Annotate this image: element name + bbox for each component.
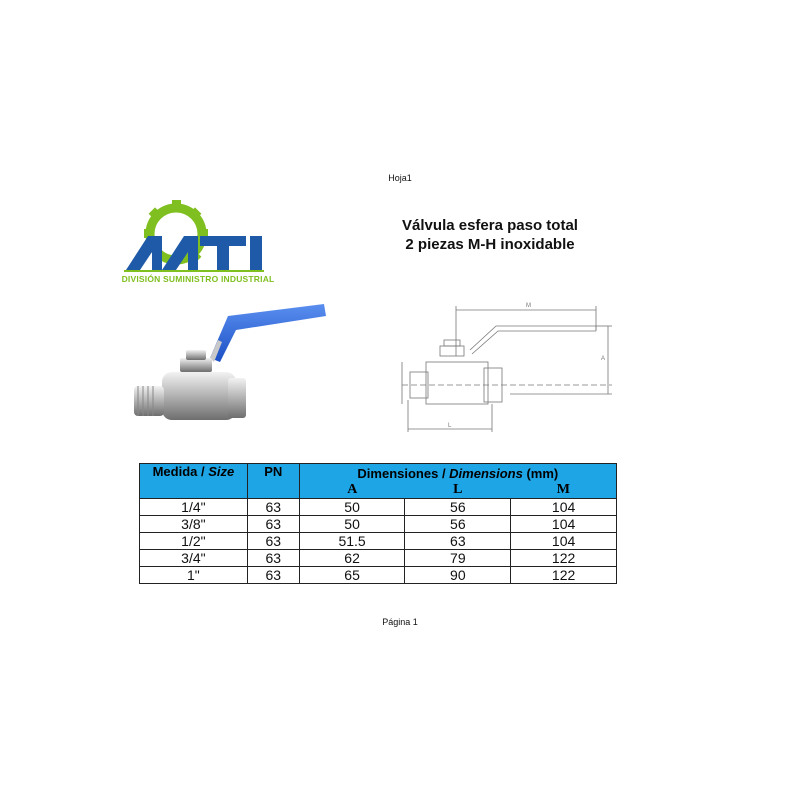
cell-m: 104 — [511, 533, 617, 550]
dim-label-l: L — [448, 423, 452, 429]
cell-pn: 63 — [247, 567, 299, 584]
col-header-dimensions: Dimensiones / Dimensions (mm) — [299, 464, 616, 483]
cell-l: 63 — [405, 533, 511, 550]
table-row — [140, 567, 617, 584]
cell-m: 104 — [511, 499, 617, 516]
title-line-2: 2 piezas M-H inoxidable — [405, 236, 575, 253]
table-row — [140, 550, 617, 567]
col-header-a: A — [299, 482, 405, 499]
col-header-l: L — [405, 482, 511, 499]
cell-a: 51.5 — [299, 533, 405, 550]
cell-pn: 63 — [247, 533, 299, 550]
product-title — [370, 216, 610, 254]
col-header-pn: PN — [247, 464, 299, 499]
table-row — [140, 516, 617, 533]
cell-m: 122 — [511, 567, 617, 584]
page-footer: Página 1 — [382, 617, 418, 627]
col-header-m: M — [511, 482, 617, 499]
cell-a: 62 — [299, 550, 405, 567]
title-line-1: Válvula esfera paso total — [402, 217, 578, 234]
cell-size: 3/4" — [140, 550, 248, 567]
cell-size: 1/4" — [140, 499, 248, 516]
dim-label-a: A — [601, 356, 606, 362]
cell-l: 90 — [405, 567, 511, 584]
cell-a: 50 — [299, 499, 405, 516]
valve-photo — [128, 296, 328, 436]
cell-m: 104 — [511, 516, 617, 533]
dim-label-m: M — [526, 303, 531, 309]
cell-l: 56 — [405, 516, 511, 533]
cell-pn: 63 — [247, 499, 299, 516]
logo-letters — [126, 236, 262, 270]
sheet-name: Hoja1 — [388, 173, 412, 183]
cell-a: 65 — [299, 567, 405, 584]
cell-size: 1" — [140, 567, 248, 584]
cell-size: 3/8" — [140, 516, 248, 533]
table-row — [140, 533, 617, 550]
technical-drawing — [400, 296, 620, 441]
cell-size: 1/2" — [140, 533, 248, 550]
table-row — [140, 499, 617, 516]
dimensions-table — [139, 463, 617, 584]
cell-l: 79 — [405, 550, 511, 567]
cell-l: 56 — [405, 499, 511, 516]
cell-a: 50 — [299, 516, 405, 533]
logo-tagline: DIVISIÓN SUMINISTRO INDUSTRIAL — [121, 274, 275, 284]
cell-m: 122 — [511, 550, 617, 567]
cell-pn: 63 — [247, 550, 299, 567]
col-header-size: Medida / Size — [140, 464, 248, 499]
cell-pn: 63 — [247, 516, 299, 533]
